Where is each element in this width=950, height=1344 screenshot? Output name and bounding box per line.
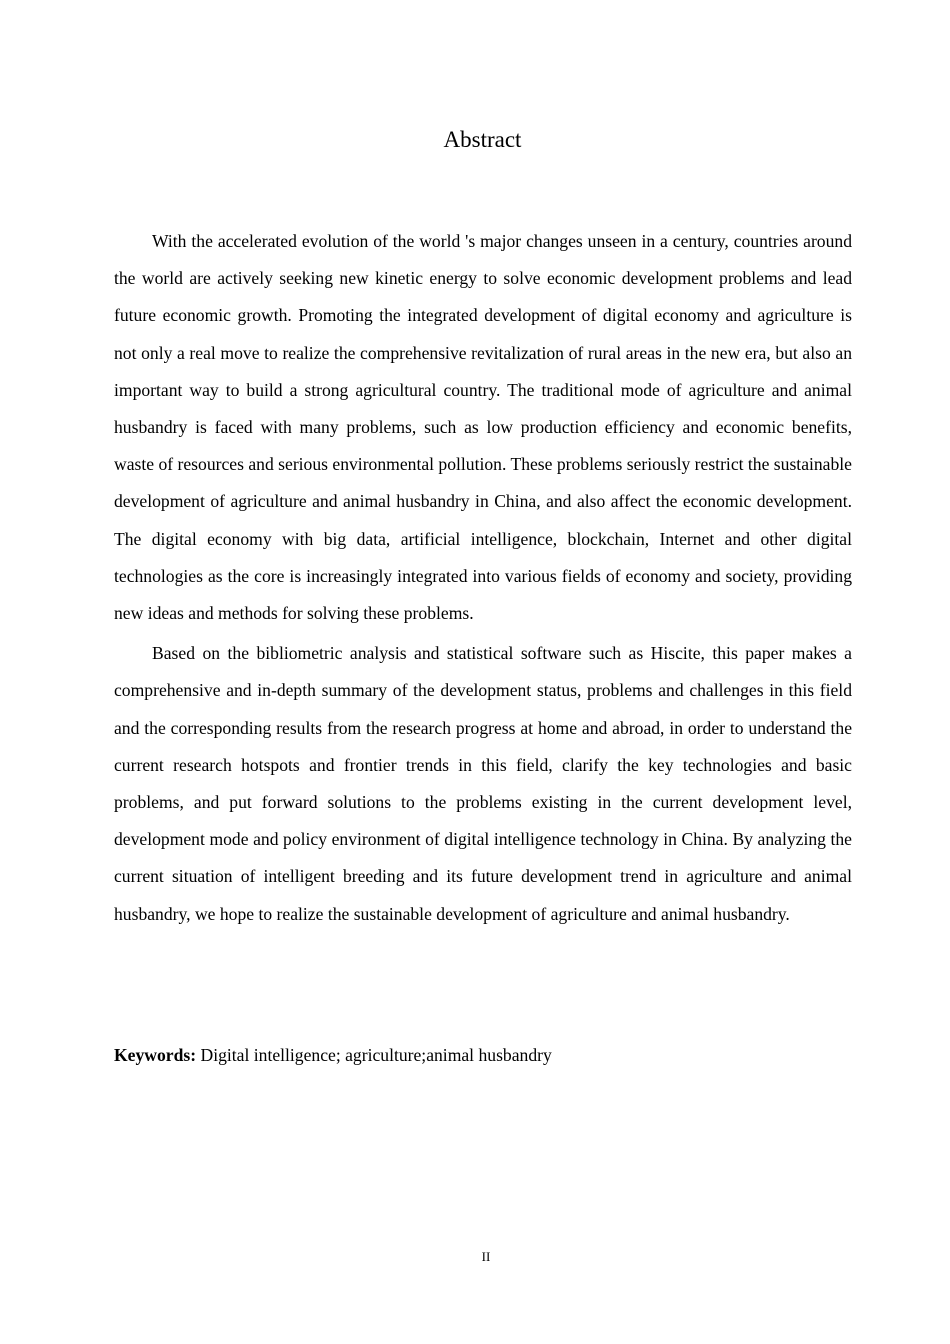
abstract-body — [114, 223, 852, 936]
keywords-line — [114, 1042, 852, 1068]
keywords-value: Digital intelligence; agriculture;animal husbandry — [196, 1045, 552, 1065]
keywords-label: Keywords: — [114, 1045, 197, 1065]
abstract-title: Abstract — [443, 127, 522, 152]
page-number: II — [481, 1249, 491, 1264]
abstract-paragraph-2: Based on the bibliometric analysis and statistical software such as Hiscite, this paper makes a comprehensive and in-depth summary of the development status, problems and challenges in this field and the corresponding results from the research progress at home and abroad, in order to understand the current research hotspots and frontier trends in this field, clarify the key technologies and basic problems, and put forward solutions to the problems existing in the current development level, development mode and policy environment of digital intelligence technology in China. By analyzing the current situation of intelligent breeding and its future development trend in agriculture and animal husbandry, we hope to realize the sustainable development of agriculture and animal husbandry. — [114, 643, 852, 924]
abstract-paragraph-1: With the accelerated evolution of the world 's major changes unseen in a century, countries around the world are actively seeking new kinetic energy to solve economic development problems and lead future economic growth. Promoting the integrated development of digital economy and agriculture is not only a real move to realize the comprehensive revitalization of rural areas in the new era, but also an important way to build a strong agricultural country. The traditional mode of agriculture and animal husbandry is faced with many problems, such as low production efficiency and economic benefits, waste of resources and serious environmental pollution. These problems seriously restrict the sustainable development of agriculture and animal husbandry in China, and also affect the economic development. The digital economy with big data, artificial intelligence, blockchain, Internet and other digital technologies as the core is increasingly integrated into various fields of economy and society, providing new ideas and methods for solving these problems. — [114, 231, 852, 624]
